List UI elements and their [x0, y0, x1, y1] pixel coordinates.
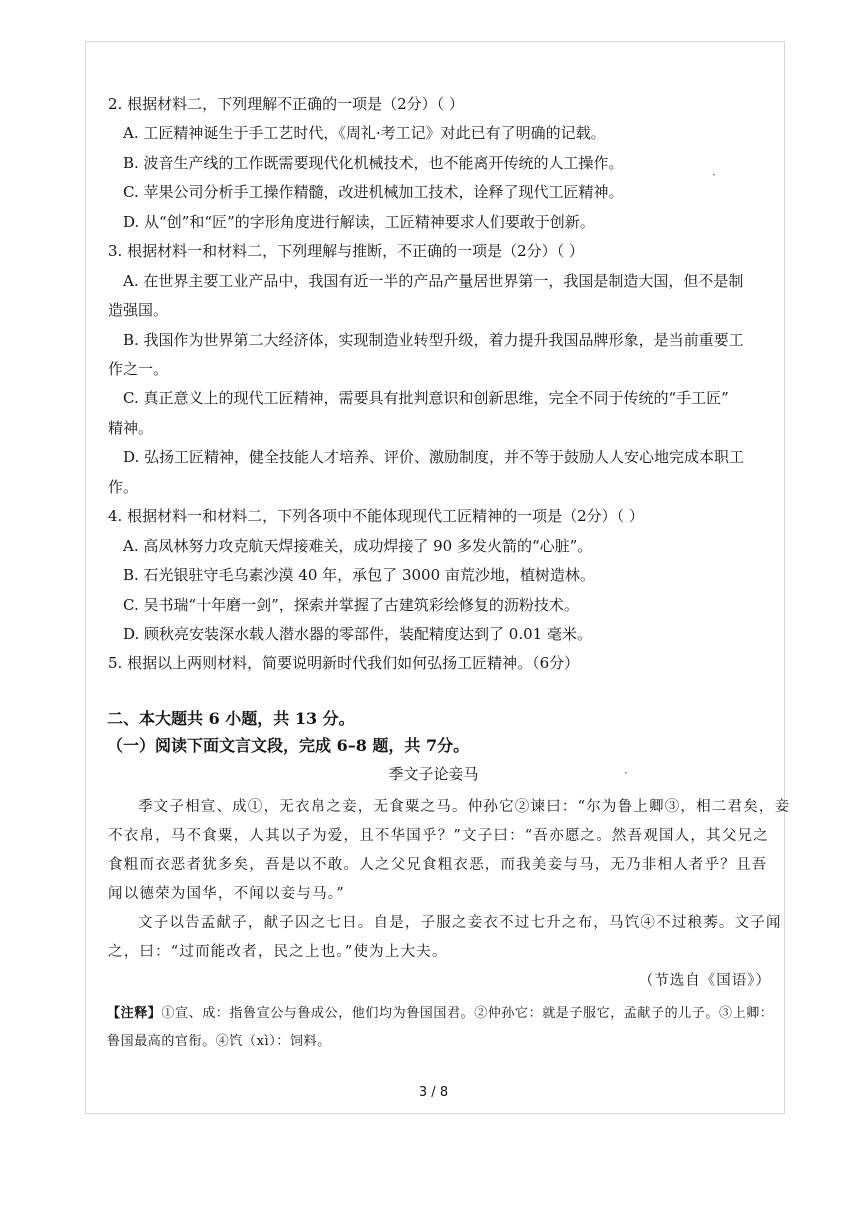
passage-p2-line1: 文子以告孟献子，献子囚之七日。自是，子服之妾衣不过七升之布，马饩④不过稂莠。文子闻 [138, 915, 782, 931]
question-3-stem: 3. 根据材料一和材料二，下列理解与推断，不正确的一项是（2分）（ ） [108, 242, 584, 260]
question-3-option-b-cont: 作之一。 [108, 360, 169, 378]
question-5-stem: 5. 根据以上两则材料，简要说明新时代我们如何弘扬工匠精神。（6分） [108, 654, 580, 672]
passage-p1-line3: 食粗而衣恶者犹多矣，吾是以不敢。人之父兄食粗衣恶，而我美妾与马，无乃非相人者乎？且吾 [108, 857, 768, 873]
question-4-option-c: C. 吴书瑞“十年磨一剑”，探索并掌握了古建筑彩绘修复的沥粉技术。 [123, 596, 579, 614]
question-3-option-d-cont: 作。 [108, 478, 139, 496]
question-4-option-d: D. 顾秋亮安装深水载人潜水器的零部件，装配精度达到了 0.01 毫米。 [123, 625, 592, 643]
question-3-option-c: C. 真正意义上的现代工匠精神，需要具有批判意识和创新思维，完全不同于传统的“手工匠” [123, 389, 729, 407]
passage-title: 季文子论妾马 [388, 765, 479, 783]
annotation-label: 【注释】 [107, 1006, 162, 1021]
passage-source: （节选自《国语》） [638, 973, 771, 989]
passage-p1-line1: 季文子相宣、成①，无衣帛之妾，无食粟之马。仲孙它②谏曰：“尔为鲁上卿③，相二君矣，妾 [138, 799, 791, 815]
scan-speck: · [624, 766, 628, 780]
question-3-option-d: D. 弘扬工匠精神，健全技能人才培养、评价、激励制度，并不等于鼓励人人安心地完成本职工 [123, 448, 745, 466]
section-heading: 二、本大题共 6 小题，共 13 分。 [107, 709, 355, 728]
page-number: 3 / 8 [418, 1085, 449, 1100]
scan-speck: · [712, 168, 716, 182]
question-3-option-a-cont: 造强国。 [108, 301, 169, 319]
question-2-option-c: C. 苹果公司分析手工操作精髓，改进机械加工技术，诠释了现代工匠精神。 [123, 183, 624, 201]
question-2-option-a: A. 工匠精神诞生于手工艺时代，《周礼·考工记》对此已有了明确的记载。 [123, 124, 606, 142]
question-3-option-b: B. 我国作为世界第二大经济体，实现制造业转型升级，着力提升我国品牌形象，是当前重要工 [123, 331, 744, 349]
question-3-option-a: A. 在世界主要工业产品中，我国有近一半的产品产量居世界第一，我国是制造大国，但不是制 [123, 272, 744, 290]
annotation-line1 [107, 1003, 773, 1025]
passage-p2-line2: 之，曰：“过而能改者，民之上也。”使为上大夫。 [108, 944, 448, 960]
annotation-text-1: ①宣、成：指鲁宣公与鲁成公，他们均为鲁国国君。②仲孙它：就是子服它，孟献子的儿子。③上卿： [161, 1006, 774, 1021]
annotation-line2: 鲁国最高的官衔。④饩（xì）：饲料。 [107, 1034, 331, 1049]
passage-p1-line2: 不衣帛，马不食粟，人其以子为爱，且不华国乎？”文子曰：“吾亦愿之。然吾观国人，其父兄之 [108, 828, 769, 844]
question-4-option-a: A. 高凤林努力攻克航天焊接难关，成功焊接了 90 多发火箭的“心脏”。 [123, 537, 593, 555]
passage-p1-line4: 闻以德荣为国华，不闻以妾与马。” [108, 886, 345, 902]
question-2-option-b: B. 波音生产线的工作既需要现代化机械技术，也不能离开传统的人工操作。 [123, 154, 624, 172]
question-2-stem: 2. 根据材料二，下列理解不正确的一项是（2分）（ ） [108, 95, 464, 113]
question-4-stem: 4. 根据材料一和材料二，下列各项中不能体现现代工匠精神的一项是（2分）（ ） [108, 507, 644, 525]
question-3-option-c-cont: 精神。 [108, 419, 154, 437]
question-2-option-d: D. 从“创”和“匠”的字形角度进行解读，工匠精神要求人们要敢于创新。 [123, 213, 595, 231]
section-subheading: （一）阅读下面文言文段，完成 6–8 题，共 7分。 [107, 736, 470, 755]
question-4-option-b: B. 石光银驻守毛乌素沙漠 40 年，承包了 3000 亩荒沙地，植树造林。 [123, 566, 595, 584]
